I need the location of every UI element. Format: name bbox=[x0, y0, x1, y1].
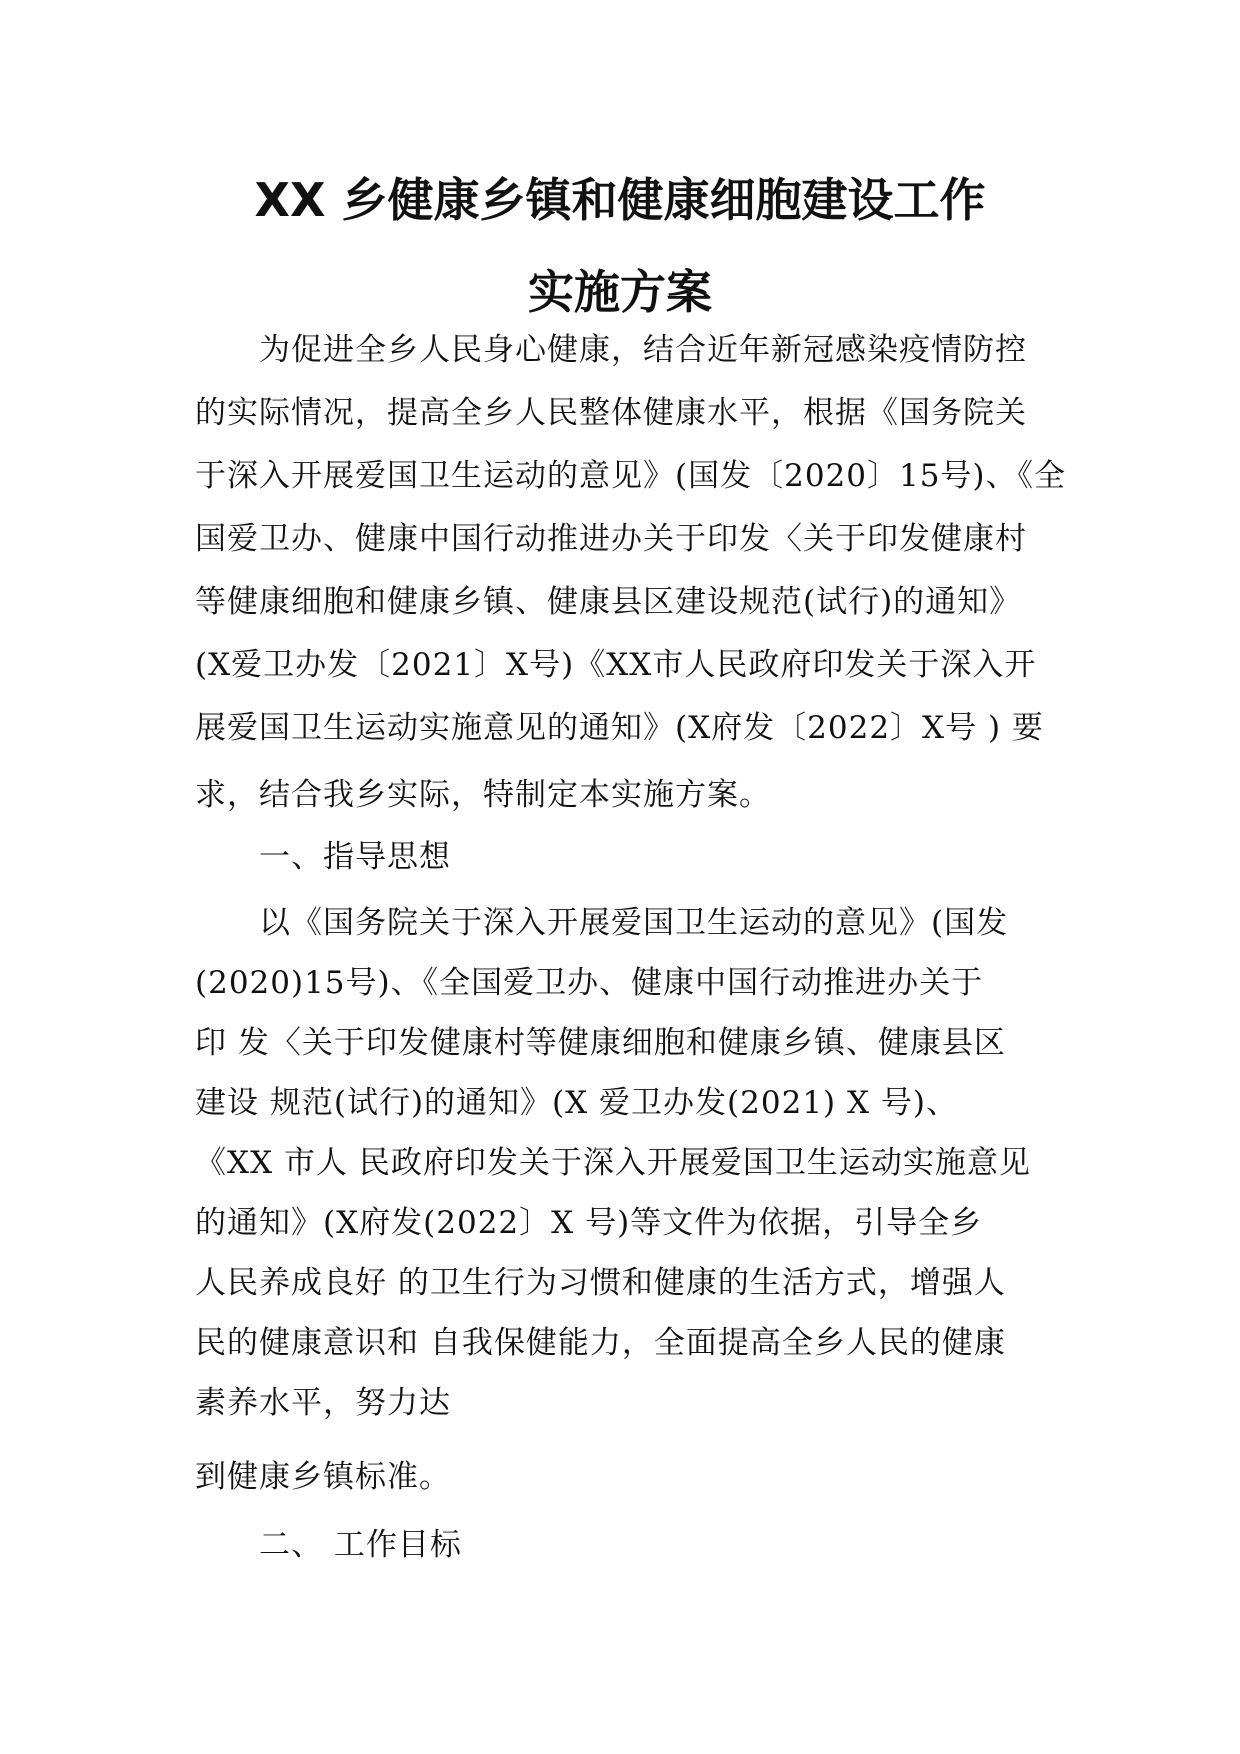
section-1-line: 的通知》(X府发(2022〕X 号)等文件为依据，引导全乡 bbox=[195, 1205, 983, 1241]
intro-paragraph-line: 为促进全乡人民身心健康，结合近年新冠感染疫情防控 bbox=[195, 332, 1027, 368]
intro-paragraph-line: 展爱国卫生运动实施意见的通知》(X府发〔2022〕X号 ) 要 bbox=[195, 710, 1044, 746]
section-1-line: 建设 规范(试行)的通知》(X 爱卫办发(2021) X 号)、 bbox=[195, 1085, 959, 1121]
document-title-line-2: 实施方案 bbox=[528, 265, 712, 319]
intro-paragraph-line: 等健康细胞和健康乡镇、健康县区建设规范(试行)的通知》 bbox=[195, 584, 1022, 620]
section-1-line: 民的健康意识和 自我保健能力，全面提高全乡人民的健康 bbox=[195, 1325, 1006, 1361]
section-1-line: 以《国务院关于深入开展爱国卫生运动的意见》(国发 bbox=[195, 905, 1009, 941]
intro-paragraph-line: 的实际情况，提高全乡人民整体健康水平，根据《国务院关 bbox=[195, 395, 1027, 431]
section-1-heading: 一、指导思想 bbox=[195, 839, 451, 875]
document-title-line-1: XX 乡健康乡镇和健康细胞建设工作 bbox=[254, 173, 986, 227]
section-2-heading: 二、 工作目标 bbox=[195, 1527, 462, 1563]
intro-paragraph-line: 于深入开展爱国卫生运动的意见》(国发〔2020〕15号)、《全 bbox=[195, 458, 1067, 494]
intro-paragraph-line: (X爱卫办发〔2021〕X号)《XX市人民政府印发关于深入开 bbox=[195, 647, 1037, 683]
section-1-line: 人民养成良好 的卫生行为习惯和健康的生活方式，增强人 bbox=[195, 1265, 1006, 1301]
section-1-line: 印 发〈关于印发健康村等健康细胞和健康乡镇、健康县区 bbox=[195, 1025, 1006, 1061]
section-1-line: (2020)15号)、《全国爱卫办、健康中国行动推进办关于 bbox=[195, 965, 984, 1001]
section-1-line: 素养水平，努力达 bbox=[195, 1385, 451, 1421]
intro-paragraph-line: 求，结合我乡实际，特制定本实施方案。 bbox=[195, 777, 771, 813]
section-1-line: 到健康乡镇标准。 bbox=[195, 1459, 451, 1495]
section-1-line: 《XX 市人 民政府印发关于深入开展爱国卫生运动实施意见 bbox=[195, 1145, 1031, 1181]
intro-paragraph-line: 国爱卫办、健康中国行动推进办关于印发〈关于印发健康村 bbox=[195, 521, 1027, 557]
